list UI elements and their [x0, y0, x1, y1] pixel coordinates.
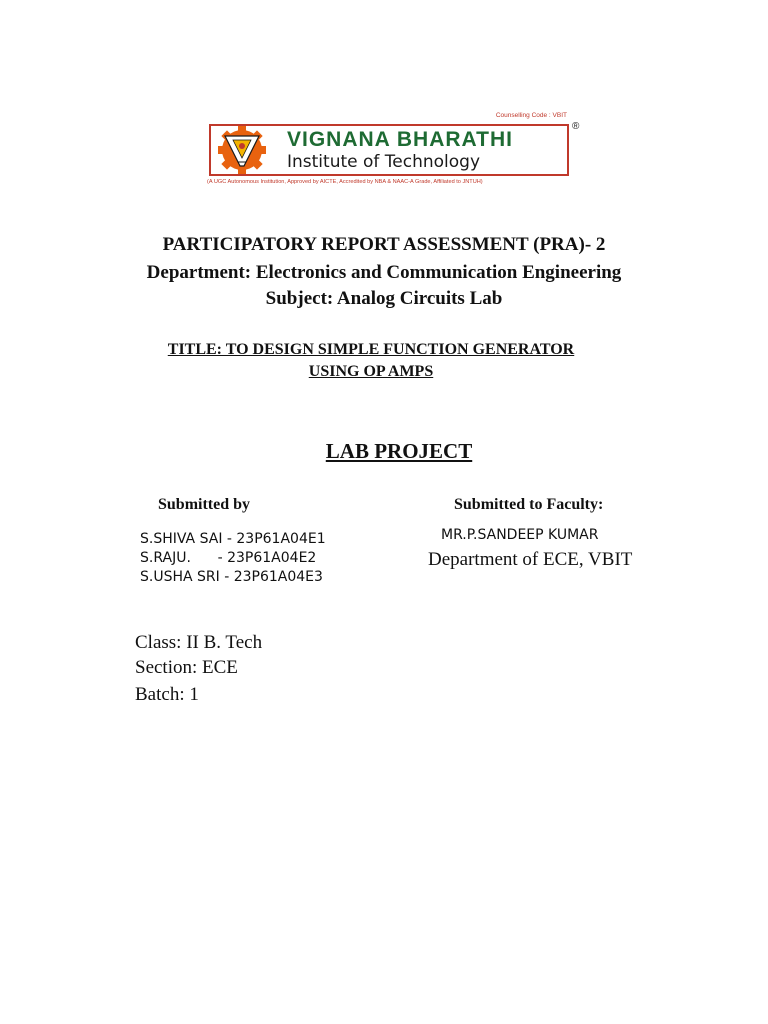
student-entry: S.SHIVA SAI - 23P61A04E1: [140, 531, 326, 547]
subject-line: Subject: Analog Circuits Lab: [265, 288, 503, 309]
accreditation-note: (A UGC Autonomous Institution, Approved by AICTE, Accredited by NBA & NAAC-A Grade, Affiliated to JNTUH): [207, 179, 483, 185]
lab-project-heading: LAB PROJECT: [325, 439, 473, 463]
project-title-line-1: TITLE: TO DESIGN SIMPLE FUNCTION GENERATOR: [167, 341, 575, 358]
registered-mark: ®: [572, 121, 580, 132]
student-entry: S.USHA SRI - 23P61A04E3: [140, 569, 323, 585]
institute-subtitle: Institute of Technology: [287, 152, 481, 172]
faculty-name: MR.P.SANDEEP KUMAR: [441, 527, 599, 543]
submitted-by-heading: Submitted by: [158, 496, 251, 513]
logo-box: [209, 124, 569, 176]
batch-info: Batch: 1: [135, 684, 199, 705]
student-entry: S.RAJU. - 23P61A04E2: [140, 550, 317, 566]
submitted-to-heading: Submitted to Faculty:: [454, 496, 604, 513]
faculty-department: Department of ECE, VBIT: [428, 549, 633, 570]
project-title-line-2: USING OP AMPS: [308, 363, 434, 380]
institute-emblem-icon: [211, 126, 273, 174]
institute-name: VIGNANA BHARATHI: [287, 128, 513, 151]
report-title: PARTICIPATORY REPORT ASSESSMENT (PRA)- 2: [162, 234, 606, 255]
counselling-code: Counselling Code : VBIT: [495, 112, 567, 119]
section-info: Section: ECE: [135, 657, 238, 678]
institute-logo: [205, 112, 585, 192]
class-info: Class: II B. Tech: [135, 632, 263, 653]
department-line: Department: Electronics and Communication Engineering: [146, 262, 622, 283]
